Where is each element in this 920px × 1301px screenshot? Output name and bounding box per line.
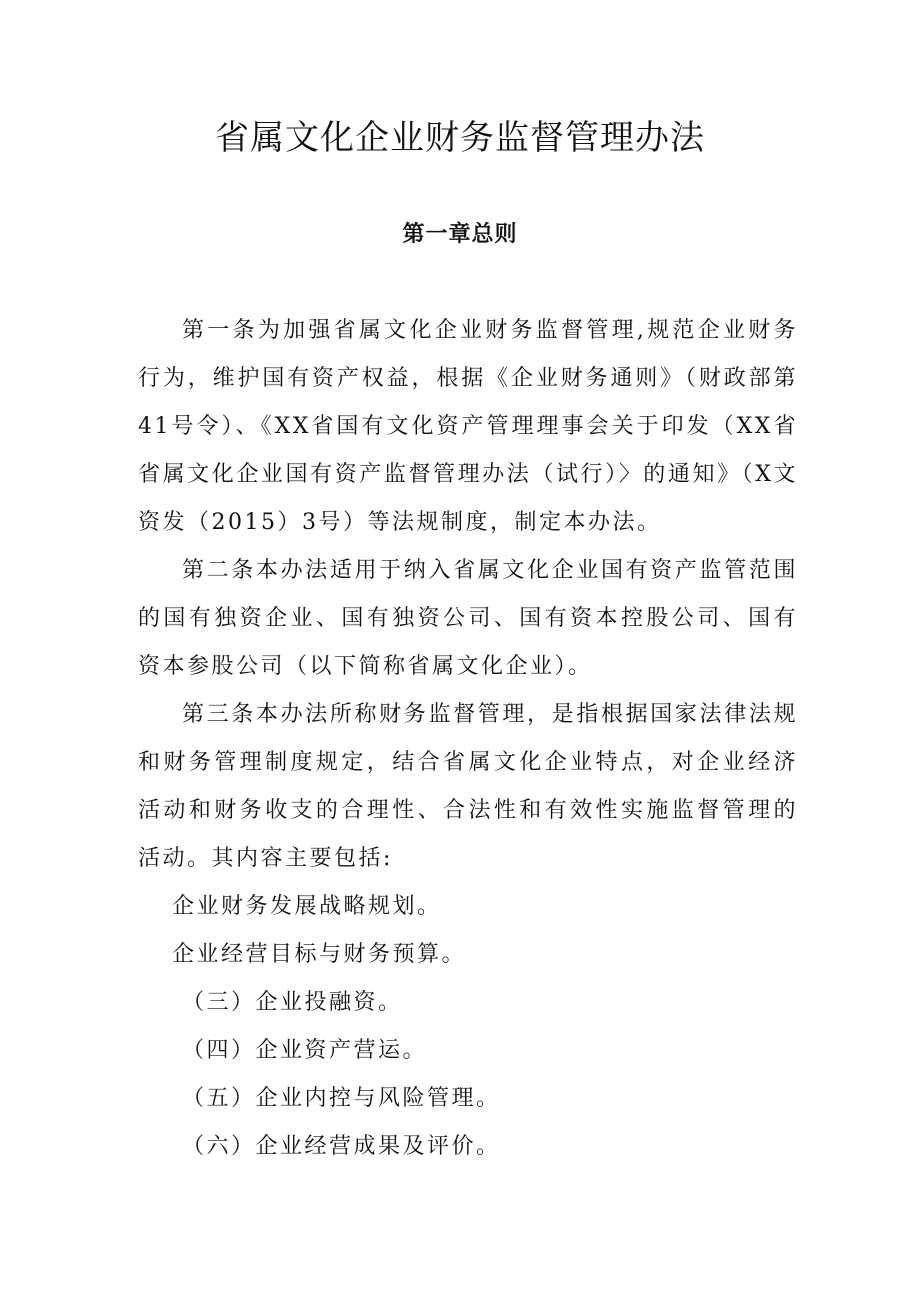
document-title: 省属文化企业财务监督管理办法 <box>215 118 705 158</box>
list-item: （五）企业内控与风险管理。 <box>182 1086 501 1111</box>
chapter-heading: 第一章总则 <box>402 221 518 247</box>
article-1: 第一条为加强省属文化企业财务监督管理,规范企业财务行为，维护国有资产权益，根据《企业财务通则》（财政部第41号令）、《XX省国有文化资产管理理事会关于印发（XX省省属文化企业国有资产监督管理办法（试行）〉的通知》（X文资发（2015）3号）等法规制度，制定本办法。 <box>138 318 798 535</box>
list-item: （四）企业资产营运。 <box>182 1038 428 1063</box>
list-item: （六）企业经营成果及评价。 <box>182 1134 501 1159</box>
list-item: 企业经营目标与财务预算。 <box>172 942 467 967</box>
document-body <box>138 307 798 1171</box>
list-item: （三）企业投融资。 <box>182 990 403 1015</box>
article-3: 第三条本办法所称财务监督管理，是指根据国家法律法规和财务管理制度规定，结合省属文化企业特点，对企业经济活动和财务收支的合理性、合法性和有效性实施监督管理的活动。其内容主要包括: <box>138 702 798 871</box>
article-2: 第二条本办法适用于纳入省属文化企业国有资产监管范围的国有独资企业、国有独资公司、国有资本控股公司、国有资本参股公司（以下简称省属文化企业）。 <box>138 558 798 679</box>
list-item: 企业财务发展战略规划。 <box>172 894 442 919</box>
